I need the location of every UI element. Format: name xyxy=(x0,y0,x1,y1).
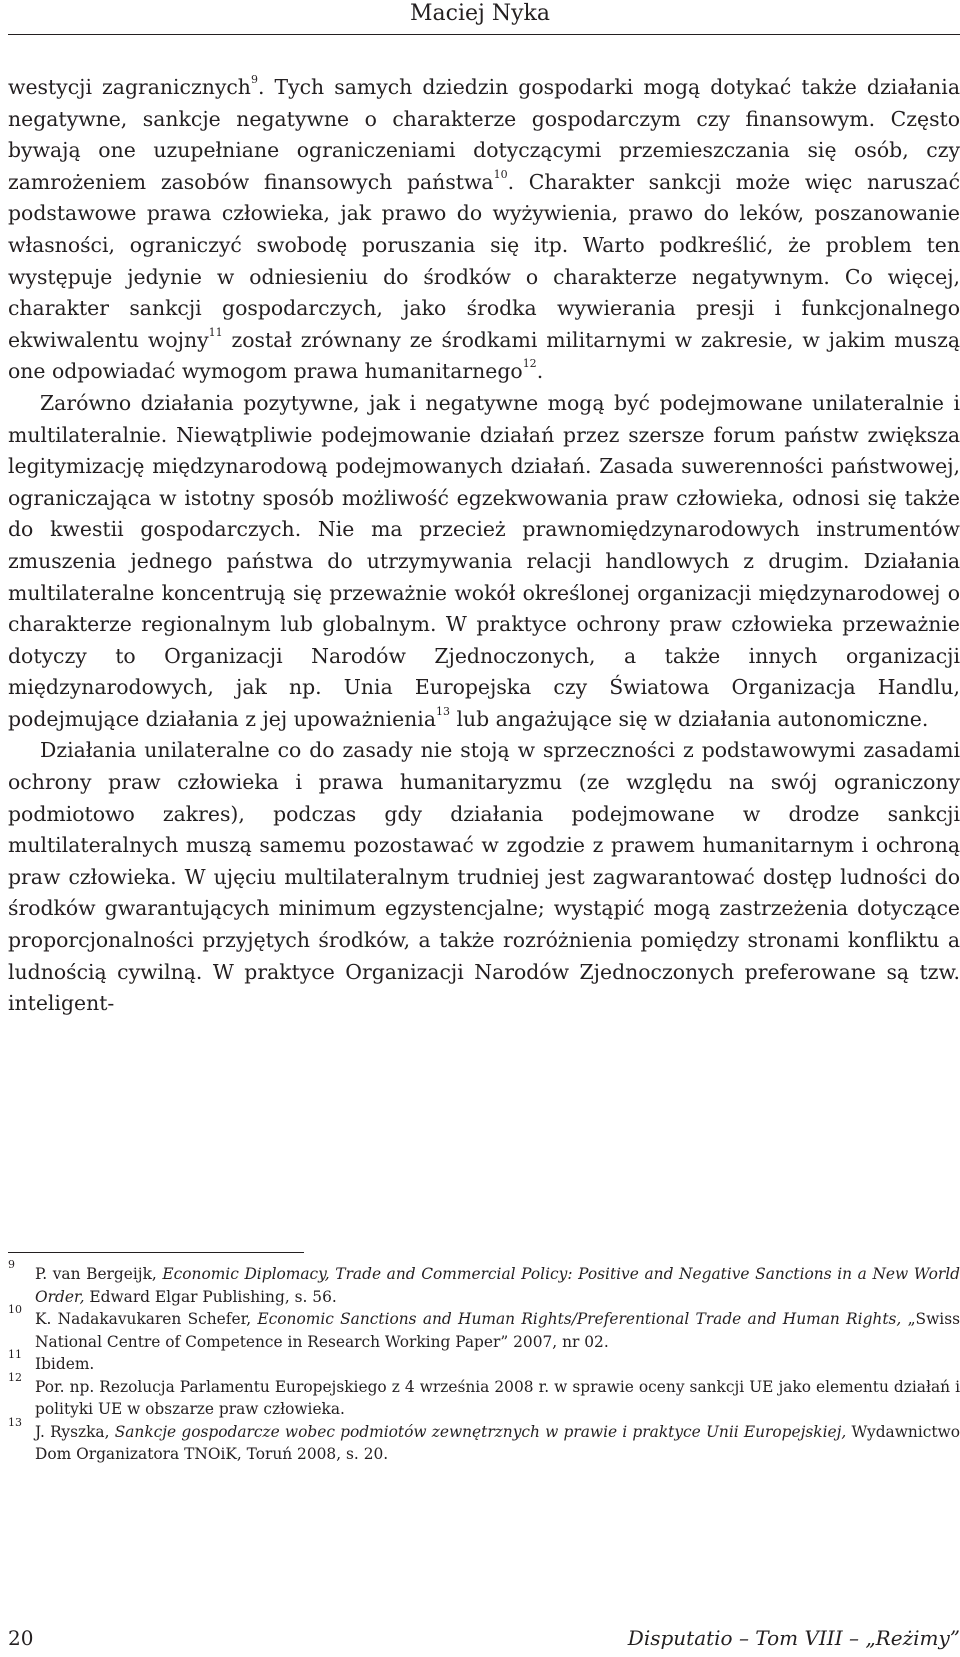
footnote-ref[interactable]: 10 xyxy=(493,167,508,181)
header-author: Maciej Nyka xyxy=(410,1,550,26)
paragraph-1 xyxy=(8,72,960,388)
footnote-number: 11 xyxy=(8,1348,22,1361)
footnote-ref[interactable]: 9 xyxy=(250,73,258,86)
footnotes xyxy=(8,1258,960,1466)
paragraph-2 xyxy=(8,388,960,736)
footnote-ref[interactable]: 12 xyxy=(522,357,537,371)
footnote-ref[interactable]: 13 xyxy=(435,704,450,718)
text-run: . Charakter sankcji może więc naruszać podstawowe prawa człowieka, jak prawo do wyżywienia, prawo do leków, poszanowanie własności, ograniczyć swobodę poruszania się itp. Warto podkreślić, że problem ten występuje jedynie w odniesieniu do środków o charakterze negatywnym. Co więcej, charakter sankcji gospodarczych, jako środka wywierania presji i funkcjonalnego ekwiwalentu wojny xyxy=(8,169,960,352)
footnote-12 xyxy=(8,1370,960,1421)
footnote-13 xyxy=(8,1415,960,1466)
footnote-text: Ibidem. xyxy=(35,1355,95,1373)
text-run: Zarówno działania pozytywne, jak i negatywne mogą być podejmowane unilateralnie i multilateralnie. Niewątpliwie podejmowanie działań przez szersze forum państw zwiększa legitymizację międzynarodową podejmowanych działań. Zasada suwerenności państwowej, ograniczająca w istotny sposób możliwość egzekwowania praw człowieka, odnosi się także do kwestii gospodarczych. Nie ma przecież prawnomiędzynarodowych instrumentów zmuszenia jednego państwa do utrzymywania relacji handlowych z drugim. Działania multilateralne koncentrują się przeważnie wokół określonej organizacji międzynarodowej o charakterze regionalnym lub globalnym. W praktyce ochrony praw człowieka przeważnie dotyczy to Organizacji Narodów Zjednoczonych, a także innych organizacji międzynarodowych, jak np. Unia Europejska czy Światowa Organizacja Handlu, podejmujące działania z jej upoważnienia xyxy=(8,390,960,731)
text-run: Działania unilateralne co do zasady nie stoją w sprzeczności z podstawowymi zasadami ochrony praw człowieka i prawa humanitaryzmu (ze względu na swój ograniczony podmiotowo zakres), podczas gdy działania podejmowane w drodze sankcji multilateralnych muszą samemu pozostawać w zgodzie z prawem humanitarnym i ochroną praw człowieka. W ujęciu multilateralnym trudniej jest zagwarantować dostęp ludności do środków gwarantujących minimum egzystencjalne; wystąpić mogą zastrzeżenia dotyczące proporcjonalności przyjętych środków, a także rozróżnienia pomiędzy stronami konfliktu a ludnością cywilną. W praktyce Organizacji Narodów Zjednoczonych preferowane są tzw. inteligent- xyxy=(8,738,960,1016)
footnote-text: „Swiss National Centre of Competence in Research Working Paper” 2007, nr 02. xyxy=(35,1310,960,1351)
footnote-number: 10 xyxy=(8,1303,22,1316)
footnote-text: P. van Bergeijk, xyxy=(35,1265,163,1283)
text-run: . xyxy=(536,359,544,384)
footnote-text: Por. np. Rezolucja Parlamentu Europejskiego z 4 września 2008 r. w sprawie oceny sankcji UE jako elementu działań i polityki UE w obszarze praw człowieka. xyxy=(35,1377,960,1418)
footnote-text: K. Nadakavukaren Schefer, xyxy=(35,1310,258,1328)
footnote-10 xyxy=(8,1303,960,1353)
footnote-text: Edward Elgar Publishing, s. 56. xyxy=(84,1287,337,1306)
text-run: został zrównany ze środkami militarnymi w zakresie, w jakim muszą one odpowiadać wymogom prawa humanitarnego xyxy=(8,327,960,384)
footnote-title: Sankcje gospodarcze wobec podmiotów zewnętrznych w prawie i praktyce Unii Europejskiej, xyxy=(114,1422,847,1441)
footnote-separator xyxy=(8,1252,304,1253)
text-run: lub angażujące się w działania autonomiczne. xyxy=(449,706,929,731)
footnote-9 xyxy=(8,1258,960,1308)
footnote-ref[interactable]: 11 xyxy=(208,325,223,339)
footnote-text: Wydawnictwo Dom Organizatora TNOiK, Toruń 2008, s. 20. xyxy=(35,1422,960,1463)
journal-title: Disputatio – Tom VIII – „Reżimy” xyxy=(627,1626,960,1650)
text-run: westycji zagranicznych xyxy=(8,75,251,99)
footnote-title: Economic Sanctions and Human Rights/Preferentional Trade and Human Rights, xyxy=(257,1310,902,1328)
footnote-number: 9 xyxy=(8,1258,15,1271)
header-rule xyxy=(8,34,960,35)
text-run: . Tych samych dziedzin gospodarki mogą dotykać także działania negatywne, sankcje negatywne o charakterze gospodarczym czy finansowym. Często bywają one uzupełniane ograniczeniami dotyczącymi przemieszczania się osób, czy zamrożeniem zasobów finansowych państwa xyxy=(8,75,960,194)
main-text xyxy=(8,72,960,1020)
page-number: 20 xyxy=(8,1626,34,1650)
paragraph-3 xyxy=(8,735,960,1019)
footnote-11 xyxy=(8,1348,960,1376)
footnote-number: 12 xyxy=(8,1370,22,1384)
running-header xyxy=(0,0,960,32)
footnote-title: Economic Diplomacy, Trade and Commercial Policy: Positive and Negative Sanctions in a New World Order, xyxy=(35,1265,960,1306)
footnote-number: 13 xyxy=(8,1415,22,1429)
running-footer xyxy=(8,1625,960,1653)
footnote-text: J. Ryszka, xyxy=(35,1422,115,1441)
